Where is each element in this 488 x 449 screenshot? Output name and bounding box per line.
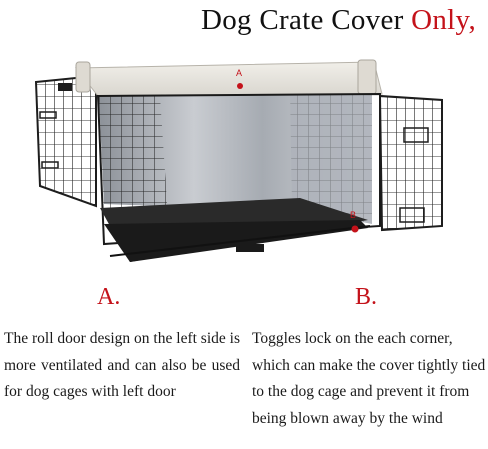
- pin-b-dot: [352, 226, 359, 233]
- pin-a-dot: [237, 83, 243, 89]
- left-door: [36, 76, 96, 206]
- label-a: A.: [97, 284, 121, 310]
- title-accent: Only,: [411, 4, 476, 36]
- pin-b-label: B: [350, 210, 357, 220]
- right-door: [380, 96, 442, 230]
- page-title: [0, 4, 476, 37]
- pin-a-label: A: [236, 68, 243, 78]
- description-left: The roll door design on the left side is more ventilated and can also be used for dog cages with left door: [4, 330, 240, 400]
- roof-cover: [76, 60, 382, 96]
- crate-photo: [0, 48, 488, 288]
- crate-tray: [100, 198, 370, 262]
- label-b: B.: [355, 284, 378, 310]
- title-main: Dog Crate Cover: [200, 4, 412, 36]
- description-right: Toggles lock on the each corner, which can make the cover tightly tied to the dog cage and prevent it from being blown away by the wind: [252, 330, 486, 427]
